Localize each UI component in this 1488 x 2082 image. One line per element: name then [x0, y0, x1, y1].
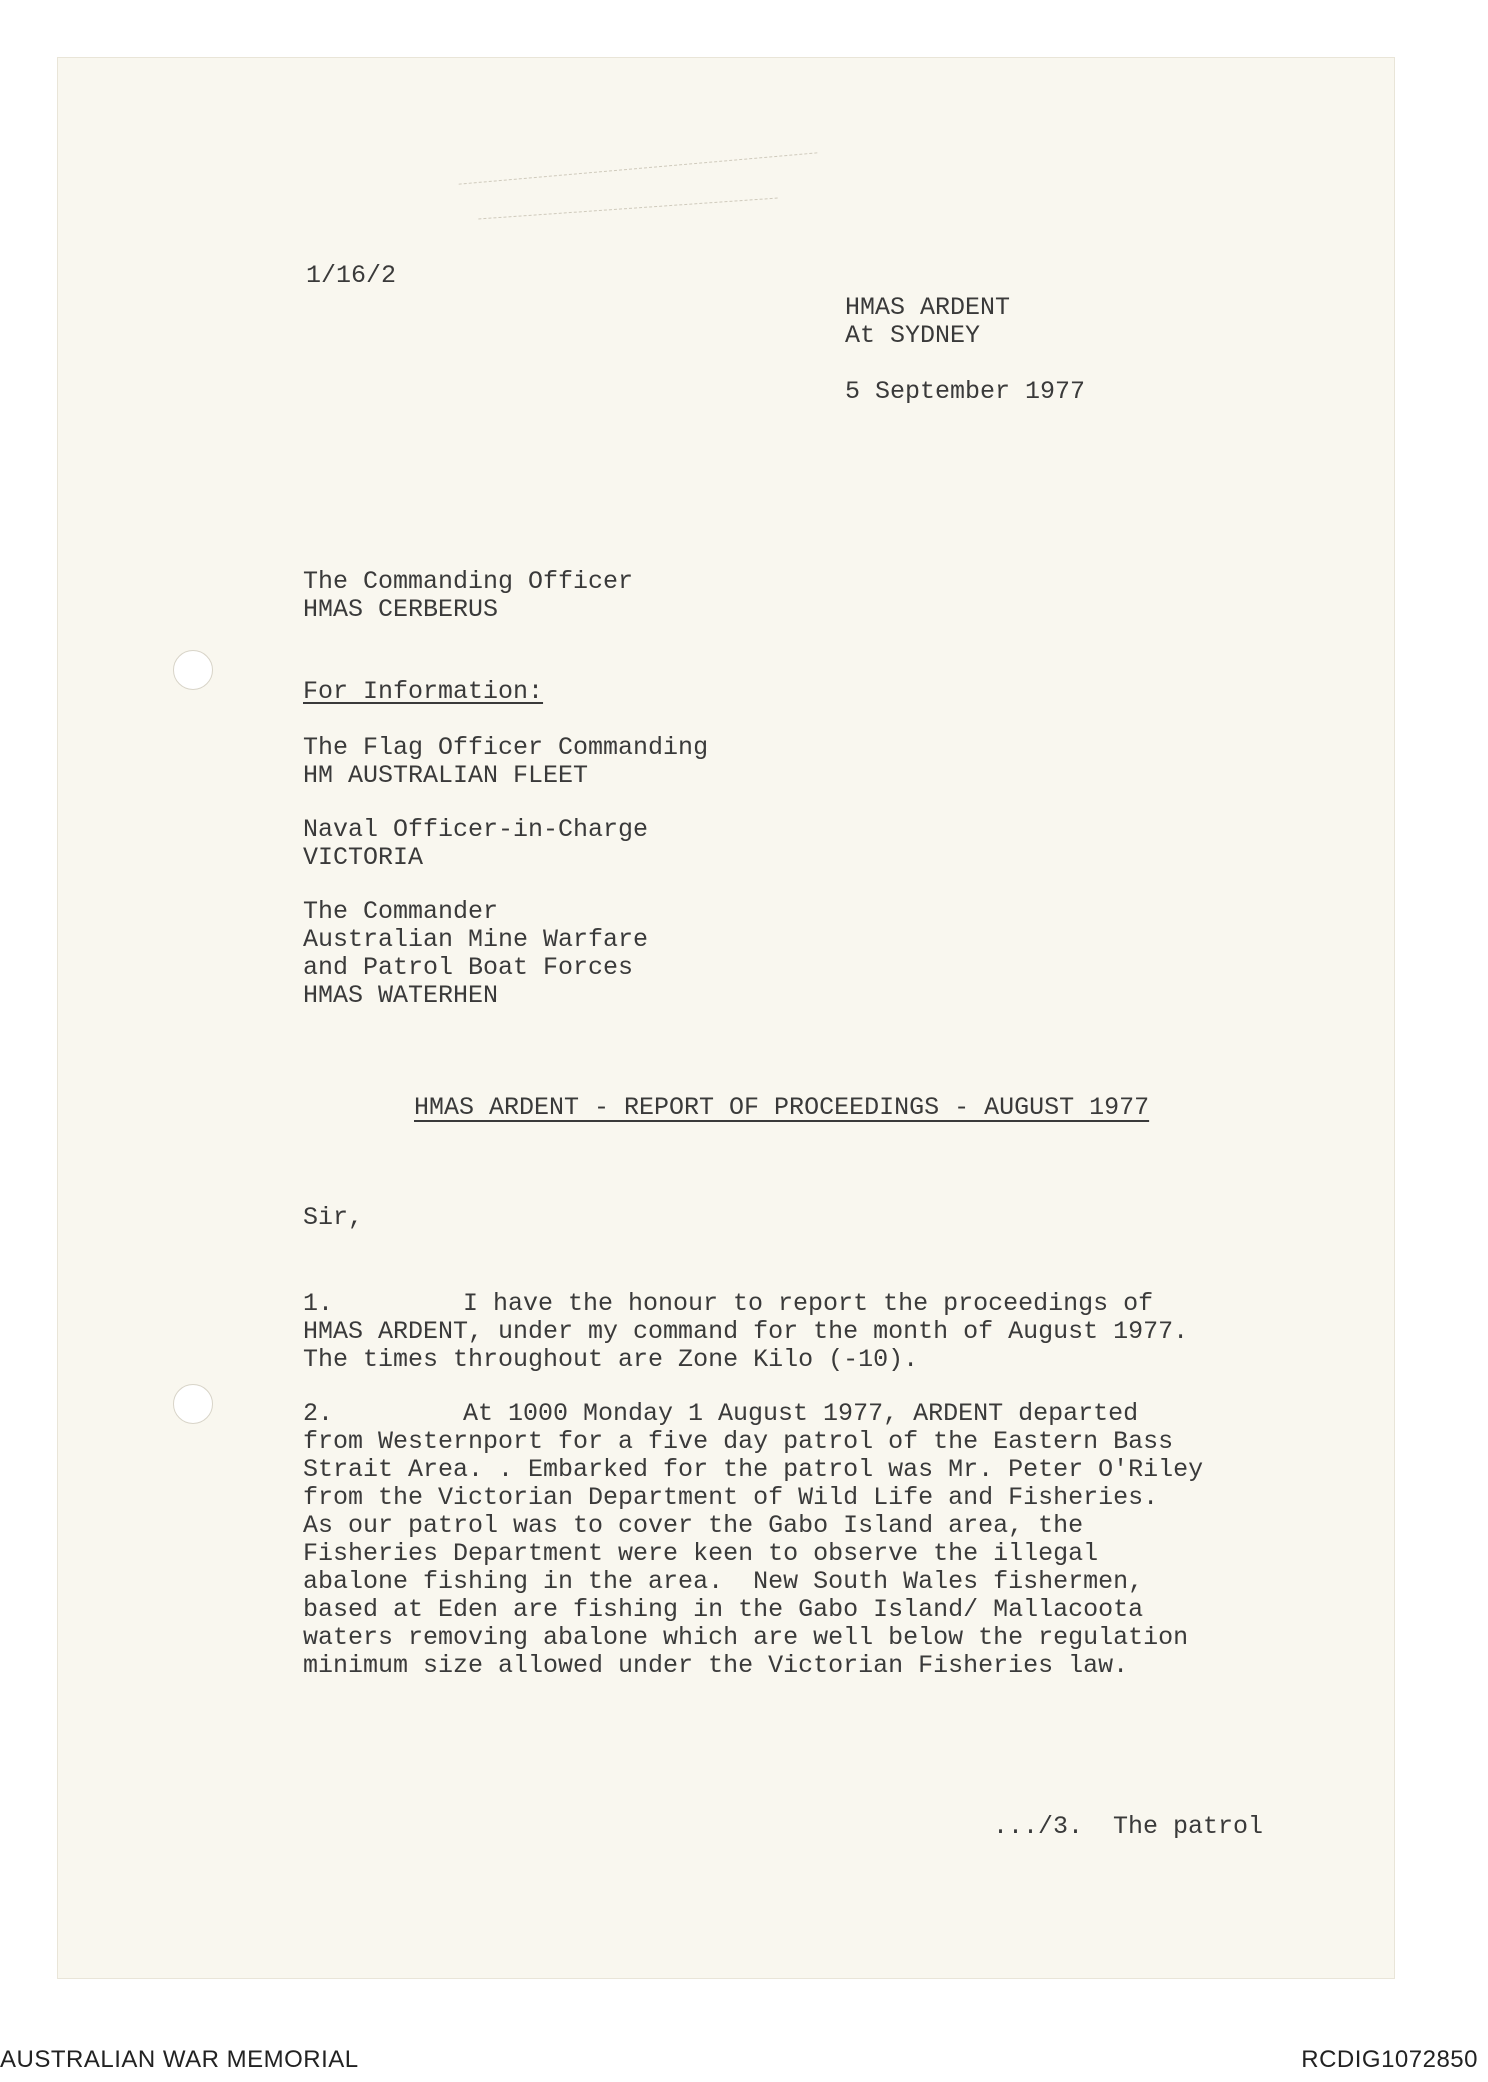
letter-date: 5 September 1977: [845, 377, 1086, 406]
paragraph-line: I have the honour to report the proceedings of: [463, 1289, 1154, 1318]
addressee-line: HMAS CERBERUS: [303, 595, 499, 624]
recipient-line: HM AUSTRALIAN FLEET: [303, 761, 589, 790]
footer-source: AUSTRALIAN WAR MEMORIAL: [0, 2046, 359, 2073]
report-subject: HMAS ARDENT - REPORT OF PROCEEDINGS - AUGUST 1977: [414, 1093, 1150, 1122]
salutation: Sir,: [303, 1203, 364, 1232]
paper-mark: [478, 198, 777, 220]
recipient-line: VICTORIA: [303, 843, 424, 872]
paragraph-line: from the Victorian Department of Wild Life and Fisheries.: [303, 1483, 1159, 1512]
recipient-line: Naval Officer-in-Charge: [303, 815, 649, 844]
sender-block: [845, 294, 1010, 350]
recipient-line: Australian Mine Warfare: [303, 925, 649, 954]
document-page: [58, 58, 1394, 1978]
paragraph-number: 1.: [303, 1289, 334, 1318]
paragraph-line: HMAS ARDENT, under my command for the month of August 1977.: [303, 1317, 1189, 1346]
footer-catalogue-id: RCDIG1072850: [1301, 2046, 1478, 2073]
sender-line: At SYDNEY: [845, 321, 981, 350]
recipient-line: and Patrol Boat Forces: [303, 953, 634, 982]
sender-line: HMAS ARDENT: [845, 293, 1011, 322]
info-recipient-2: [303, 816, 648, 872]
paragraph-line: waters removing abalone which are well below the regulation: [303, 1623, 1189, 1652]
info-recipient-3: [303, 898, 648, 1010]
paragraph-line: abalone fishing in the area. New South Wales fishermen,: [303, 1567, 1144, 1596]
recipient-line: The Flag Officer Commanding: [303, 733, 709, 762]
paragraph-line: The times throughout are Zone Kilo (-10).: [303, 1345, 919, 1374]
paragraph-line: based at Eden are fishing in the Gabo Island/ Mallacoota: [303, 1595, 1144, 1624]
addressee-block: [303, 568, 633, 624]
paragraph-2: [303, 1400, 1203, 1680]
paragraph-line: minimum size allowed under the Victorian Fisheries law.: [303, 1651, 1129, 1680]
paragraph-line: Strait Area. . Embarked for the patrol was Mr. Peter O'Riley: [303, 1455, 1204, 1484]
punch-hole-bottom: [173, 1384, 213, 1424]
punch-hole-top: [173, 650, 213, 690]
file-reference: 1/16/2: [306, 261, 397, 290]
paragraph-line: Fisheries Department were keen to observe the illegal: [303, 1539, 1099, 1568]
paragraph-line: As our patrol was to cover the Gabo Island area, the: [303, 1511, 1084, 1540]
paragraph-line: from Westernport for a five day patrol of the Eastern Bass: [303, 1427, 1174, 1456]
addressee-line: The Commanding Officer: [303, 567, 634, 596]
paper-mark: [459, 152, 818, 184]
paragraph-1: [303, 1290, 1188, 1374]
paragraph-number: 2.: [303, 1399, 334, 1428]
info-recipient-1: [303, 734, 708, 790]
for-information-heading: For Information:: [303, 677, 544, 706]
recipient-line: HMAS WATERHEN: [303, 981, 499, 1010]
continuation-note: .../3. The patrol: [993, 1812, 1264, 1841]
recipient-line: The Commander: [303, 897, 499, 926]
paragraph-line: At 1000 Monday 1 August 1977, ARDENT departed: [463, 1399, 1139, 1428]
